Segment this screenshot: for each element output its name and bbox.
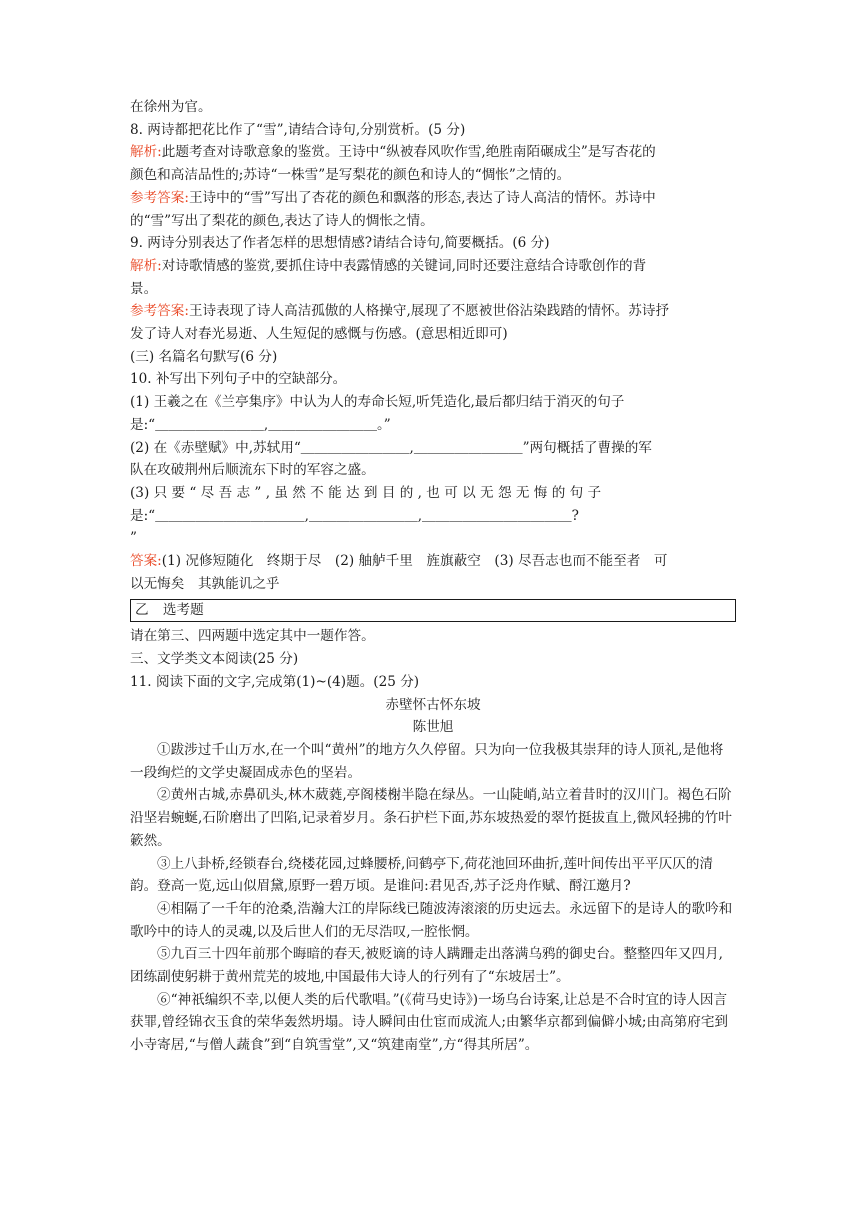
- text-line: [130, 414, 736, 437]
- article-body: [130, 739, 736, 1057]
- line-text: 此题考查对诗歌意象的鉴赏。王诗中“纵被春风吹作雪,绝胜南陌碾成尘”是写杏花的: [161, 144, 656, 161]
- line-text: (1) 王羲之在《兰亭集序》中认为人的寿命长短,听凭造化,最后都归结于消灭的句子: [130, 394, 625, 411]
- text-line: [130, 141, 736, 164]
- article-paragraph: ③上八卦桥,经锁春台,绕楼花园,过蜂腰桥,问鹤亭下,荷花池回环曲折,莲叶间传出平平仄仄的清韵。登高一览,远山似眉黛,原野一碧万顷。是谁问:君见否,苏子泛舟作赋、酹江邀月?: [130, 855, 714, 895]
- line-text: 请在第三、四两题中选定其中一题作答。: [130, 628, 375, 645]
- answer-label: 答案:: [130, 553, 162, 570]
- answer-label: 参考答案:: [130, 189, 189, 206]
- line-text: 的“雪”写出了梨花的颜色,表达了诗人的惆怅之情。: [130, 212, 434, 229]
- text-line: [130, 119, 736, 142]
- text-line: [130, 437, 736, 460]
- line-text: 8. 两诗都把花比作了“雪”,请结合诗句,分别赏析。(5 分): [130, 121, 466, 138]
- section-tag: 乙: [135, 602, 149, 619]
- section-title: 选考题: [162, 602, 204, 619]
- line-text: 是:“＿＿＿＿＿＿＿＿＿＿＿,＿＿＿＿＿＿＿＿,＿＿＿＿＿＿＿＿＿＿＿?: [130, 507, 579, 524]
- line-text: 11. 阅读下面的文字,完成第(1)~(4)题。(25 分): [130, 673, 420, 690]
- article-paragraph: ⑥“神祇编织不幸,以便人类的后代歌唱。”(《荷马史诗》)一场乌台诗案,让总是不合时宜的诗人因言获罪,曾经锦衣玉食的荣华轰然坍塌。诗人瞬间由仕宦而成流人;由繁华京都到偏僻小城;由高第府宅到小寺寄居,“与僧人蔬食”到“自筑雪堂”,又“筑建南堂”,方“得其所居”。: [130, 991, 729, 1054]
- article-author: 陈世旭: [412, 719, 454, 736]
- line-text: 在徐州为官。: [130, 99, 212, 115]
- line-text: 对诗歌情感的鉴赏,要抓住诗中表露情感的关键词,同时还要注意结合诗歌创作的背: [161, 257, 647, 274]
- article-paragraph: ⑤九百三十四年前那个晦暗的春天,被贬谪的诗人蹒跚走出落满乌鸦的御史台。整整四年又四月,团练副使躬耕于黄州荒芜的坡地,中国最伟大诗人的行列有了“东坡居士”。: [130, 946, 723, 986]
- line-text: ”: [130, 530, 137, 547]
- article-title: 赤壁怀古怀东坡: [385, 696, 481, 713]
- article-paragraph: ②黄州古城,赤鼻矶头,林木葳蕤,亭阁楼榭半隐在绿丛。一山陡峭,站立着昔时的汉川门。褐色石阶沿坚岩蜿蜒,石阶磨出了凹陷,记录着岁月。条石护栏下面,苏东坡热爱的翠竹挺拔直上,微风轻拂的竹叶簌然。: [130, 787, 732, 849]
- section-box: [130, 599, 736, 622]
- text-line: [130, 232, 736, 255]
- text-line: [130, 300, 736, 323]
- line-text: 队在攻破荆州后顺流东下时的军容之盛。: [130, 462, 375, 479]
- reading-intro: [130, 625, 736, 693]
- text-line: [130, 391, 736, 414]
- text-line: [130, 323, 736, 346]
- text-line: [130, 187, 736, 210]
- line-text: (3) 只 要 “ 尽 吾 志 ” , 虽 然 不 能 达 到 目 的 , 也 可 以 无 怨 无 悔 的 句 子: [130, 484, 602, 501]
- text-line: [130, 164, 736, 187]
- line-text: 三、文学类文本阅读(25 分): [130, 651, 299, 668]
- answer-label: 解析:: [130, 144, 162, 161]
- text-line: [130, 625, 736, 648]
- line-text: 王诗表现了诗人高洁孤傲的人格操守,展现了不愿被世俗沾染践踏的情怀。苏诗抒: [188, 303, 670, 320]
- text-line: [130, 505, 736, 528]
- line-text: 以无悔矣 其孰能讥之乎: [130, 575, 280, 592]
- text-line: [130, 671, 736, 694]
- question-block: [130, 96, 736, 595]
- text-line: [130, 255, 736, 278]
- line-text: (1) 况修短随化 终期于尽 (2) 舳舻千里 旌旗蔽空 (3) 尽吾志也而不能至者 可: [161, 553, 668, 570]
- line-text: 颜色和高洁品性的;苏诗“一株雪”是写梨花的颜色和诗人的“惆怅”之情的。: [130, 167, 571, 184]
- article-paragraph: ④相隔了一千年的沧桑,浩瀚大江的岸际线已随波涛滚滚的历史远去。永远留下的是诗人的歌吟和歌吟中的诗人的灵魂,以及后世人们的无尽浩叹,一腔怅惘。: [130, 900, 733, 940]
- document-page: [130, 96, 736, 1057]
- text-line: [130, 278, 736, 301]
- text-line: [130, 648, 736, 671]
- line-text: 9. 两诗分别表达了作者怎样的思想情感?请结合诗句,简要概括。(6 分): [130, 235, 550, 252]
- answer-label: 解析:: [130, 257, 162, 274]
- line-text: 是:“＿＿＿＿＿＿＿＿,＿＿＿＿＿＿＿＿。”: [130, 416, 391, 433]
- line-text: 王诗中的“雪”写出了杏花的颜色和飘落的形态,表达了诗人高洁的情怀。苏诗中: [188, 189, 656, 206]
- article-paragraph: ①跋涉过千山万水,在一个叫“黄州”的地方久久停留。只为向一位我极其崇拜的诗人顶礼,是他将一段绚烂的文学史凝固成赤色的坚岩。: [130, 741, 724, 781]
- text-line: [130, 210, 736, 233]
- text-line: [130, 482, 736, 505]
- line-text: (2) 在《赤壁赋》中,苏轼用“＿＿＿＿＿＿＿＿,＿＿＿＿＿＿＿＿”两句概括了曹操的军: [130, 439, 652, 456]
- text-line: [130, 550, 736, 573]
- text-line: [130, 346, 736, 369]
- text-line: [130, 96, 736, 119]
- text-line: [130, 459, 736, 482]
- text-line: [130, 527, 736, 550]
- line-text: (三) 名篇名句默写(6 分): [130, 348, 278, 365]
- text-line: [130, 368, 736, 391]
- line-text: 景。: [130, 280, 158, 297]
- line-text: 发了诗人对春光易逝、人生短促的感慨与伤感。(意思相近即可): [130, 326, 508, 343]
- answer-label: 参考答案:: [130, 303, 189, 320]
- text-line: [130, 573, 736, 596]
- line-text: 10. 补写出下列句子中的空缺部分。: [130, 371, 347, 388]
